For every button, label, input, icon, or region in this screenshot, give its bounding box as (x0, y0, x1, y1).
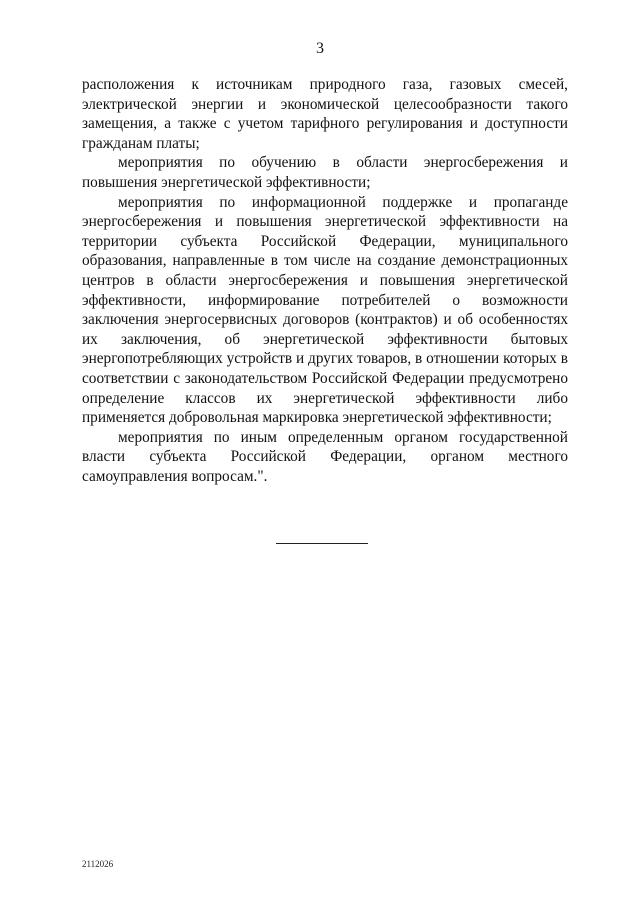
paragraph-other-measures: мероприятия по иным определенным органом государственной власти субъекта Российской Федерации, органом местного самоуправления вопросам.". (82, 428, 568, 485)
paragraph-information-support-measures: мероприятия по информационной поддержке и пропаганде энергосбережения и повышения энергетической эффективности на территории субъекта Российской Федерации, муниципального образования, направленные в том числе на создание демонстрационных центров в области энергосбережения и повышения энергетической эффективности, информирование потребителей о возможности заключения энергосервисных договоров (контрактов) и об особенностях их заключения, об энергетической эффективности бытовых энергопотребляющих устройств и других товаров, в отношении которых в соответствии с законодательством Российской Федерации предусмотрено определение классов их энергетической эффективности либо применяется добровольная маркировка энергетической эффективности; (82, 193, 568, 427)
document-body (82, 75, 568, 486)
end-separator-line (276, 543, 368, 544)
document-code: 2112026 (82, 859, 114, 869)
paragraph-continuation: расположения к источникам природного газа, газовых смесей, электрической энергии и экономической целесообразности такого замещения, а также с учетом тарифного регулирования и доступности гражданам платы; (82, 76, 568, 152)
page-number: 3 (316, 40, 324, 57)
paragraph-training-measures: мероприятия по обучению в области энергосбережения и повышения энергетической эффективности; (82, 154, 568, 191)
